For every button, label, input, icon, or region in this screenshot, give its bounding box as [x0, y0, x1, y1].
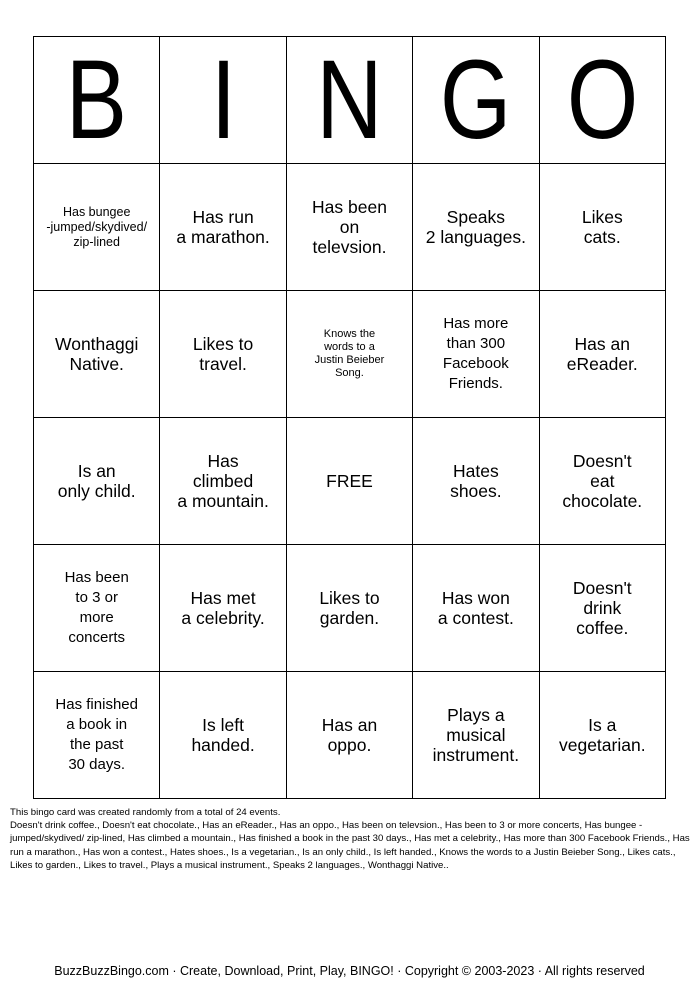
bingo-cell: Has met a celebrity.: [160, 545, 286, 672]
header-letter-o: O: [539, 37, 665, 164]
bingo-cell: Has been on televsion.: [286, 164, 412, 291]
bingo-cell: Has run a marathon.: [160, 164, 286, 291]
bingo-cell: Is an only child.: [34, 418, 160, 545]
bingo-cell: Has been to 3 or more concerts: [34, 545, 160, 672]
bingo-cell: Likes to travel.: [160, 291, 286, 418]
header-letter-g: G: [413, 37, 539, 164]
card-info-event-list: Doesn't drink coffee., Doesn't eat chocolate., Has an eReader., Has an oppo., Has been on televsion., Has been to 3 or more concerts, Has bungee -jumped/skydived/ zip-lined, Has climbed a mountain., Has finished a book in the past 30 days., Has met a celebrity., Has more than 300 Facebook Friends., Has run a marathon., Has won a contest., Hates shoes., Is a vegetarian., Is an only child., Is left handed., Knows the words to a Justin Beieber Song., Likes cats., Likes to garden., Likes to travel., Plays a musical instrument., Speaks 2 languages., Wonthaggi Native..: [10, 820, 690, 871]
bingo-cell: Speaks 2 languages.: [413, 164, 539, 291]
bingo-cell: Has an oppo.: [286, 672, 412, 799]
bingo-cell: Hates shoes.: [413, 418, 539, 545]
bingo-cell: Is left handed.: [160, 672, 286, 799]
bingo-cell: Has climbed a mountain.: [160, 418, 286, 545]
header-letter-b: B: [34, 37, 160, 164]
bingo-row-3: [34, 418, 666, 545]
bingo-cell: Wonthaggi Native.: [34, 291, 160, 418]
bingo-cell: Doesn't eat chocolate.: [539, 418, 665, 545]
header-letter-n: N: [286, 37, 412, 164]
bingo-cell: Doesn't drink coffee.: [539, 545, 665, 672]
bingo-cell: Has finished a book in the past 30 days.: [34, 672, 160, 799]
card-info-summary: This bingo card was created randomly from a total of 24 events.: [10, 807, 281, 818]
footer-credits: BuzzBuzzBingo.com · Create, Download, Print, Play, BINGO! · Copyright © 2003-2023 · All rights reserved: [54, 964, 645, 978]
card-info: [10, 806, 690, 872]
bingo-row-4: [34, 545, 666, 672]
free-space-cell: FREE: [286, 418, 412, 545]
bingo-cell: Has bungee -jumped/skydived/ zip-lined: [34, 164, 160, 291]
bingo-cell: Has more than 300 Facebook Friends.: [413, 291, 539, 418]
bingo-card: [33, 36, 666, 799]
bingo-row-1: [34, 164, 666, 291]
bingo-row-5: [34, 672, 666, 799]
bingo-row-2: [34, 291, 666, 418]
bingo-cell: Plays a musical instrument.: [413, 672, 539, 799]
bingo-cell: Knows the words to a Justin Beieber Song.: [286, 291, 412, 418]
bingo-cell: Has an eReader.: [539, 291, 665, 418]
header-letter-i: I: [160, 37, 286, 164]
bingo-header-row: [34, 37, 666, 164]
bingo-cell: Has won a contest.: [413, 545, 539, 672]
bingo-cell: Is a vegetarian.: [539, 672, 665, 799]
bingo-cell: Likes cats.: [539, 164, 665, 291]
bingo-cell: Likes to garden.: [286, 545, 412, 672]
